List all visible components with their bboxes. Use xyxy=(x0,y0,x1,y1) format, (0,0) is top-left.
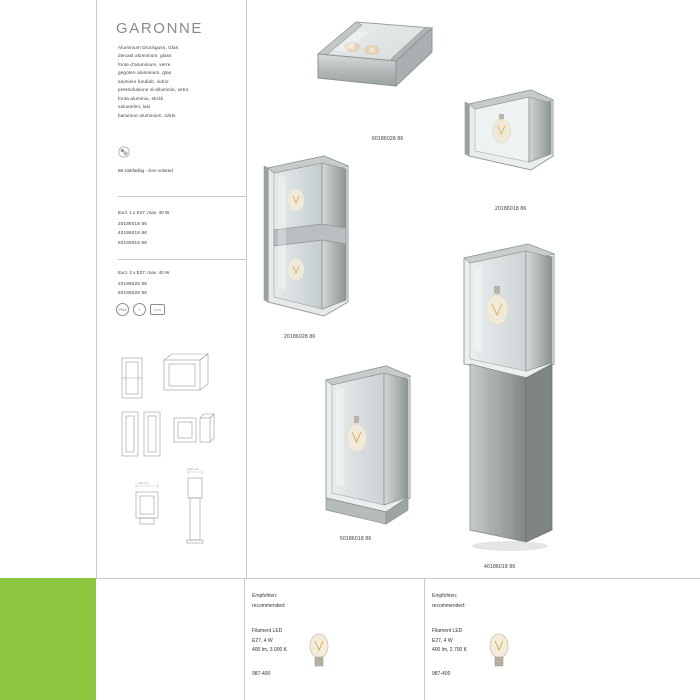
recommendation-label-de: Empfohlen: xyxy=(252,593,278,599)
left-info-column xyxy=(96,0,246,700)
product-pedestal-small xyxy=(312,358,422,548)
bollard-light-image xyxy=(448,238,568,558)
material-line: fonta aluminiu, sticlă xyxy=(118,95,163,101)
lamp-spec-header: Excl. 1 x E27, max. 40 W xyxy=(118,210,170,215)
recommendation-line: E27, 4 W xyxy=(432,637,453,644)
material-line: valuainlmi, lasi xyxy=(118,104,151,110)
article-code: 50186018 86 xyxy=(118,239,148,245)
recommendation-line: Filament LED xyxy=(432,628,463,634)
recommendation-line: 400 lm, 2.700 K xyxy=(432,647,468,653)
bottom-separator-1 xyxy=(244,579,245,700)
divider xyxy=(118,196,246,197)
bottom-divider xyxy=(96,578,700,579)
divider xyxy=(118,259,246,260)
pedestal-light-image xyxy=(312,358,422,538)
finish-label: 86 zinkfarbig - zinc-colored xyxy=(118,168,173,173)
ip44-icon: IP44 xyxy=(116,303,129,316)
accent-bar xyxy=(0,578,96,700)
materials-list xyxy=(118,44,248,120)
finish-swatch-icon xyxy=(118,146,130,158)
recommendation-line: 400 lm, 3.000 K xyxy=(252,647,288,653)
material-line: fonte d'aluminium, verre xyxy=(118,61,171,67)
glass-icon: ▭▭ xyxy=(150,304,165,315)
material-line: gegoten aluminium, glas xyxy=(118,70,172,76)
recommendation-line: Filament LED xyxy=(252,628,283,634)
recommendation-code: 987-400 xyxy=(432,670,451,677)
recommendation-block-2 xyxy=(432,592,592,679)
product-wall-light-small xyxy=(455,78,565,218)
wall-light-tall-image xyxy=(252,150,362,325)
recommendation-label-en: recommended: xyxy=(252,602,286,609)
material-line: diecast aluminium, glass xyxy=(118,53,172,59)
article-code: 20186018 86 xyxy=(118,221,148,227)
svg-text:100 mm: 100 mm xyxy=(188,467,199,471)
pictogram-row xyxy=(116,303,165,316)
recommendation-line: E27, 4 W xyxy=(252,637,273,644)
technical-drawings xyxy=(118,352,238,560)
bottom-separator-2 xyxy=(424,579,425,700)
lamp-spec-header: Excl. 2 x E27, max. 40 W xyxy=(118,270,170,275)
product-code-wall-small: 20186018 86 xyxy=(495,206,527,212)
product-bollard-light xyxy=(448,238,568,573)
class-i-icon: I xyxy=(133,303,146,316)
product-code-ceiling: 60186028 86 xyxy=(372,136,404,142)
material-line: barwione aluminium, szkło xyxy=(118,112,176,118)
svg-text:140 mm: 140 mm xyxy=(138,481,149,485)
filament-bulb-icon-1 xyxy=(306,630,332,677)
article-code: 40186018 86 xyxy=(118,230,148,236)
recommendation-label-de: Empfohlen: xyxy=(432,593,458,599)
recommendation-block-1 xyxy=(252,592,412,679)
wall-light-small-image xyxy=(455,78,565,198)
article-code: 20186028 86 xyxy=(118,281,148,287)
recommendation-code: 987-400 xyxy=(252,670,271,677)
product-code-bollard: 40186018 86 xyxy=(484,564,516,570)
lamp-spec-group-2 xyxy=(118,268,248,298)
lamp-spec-group-1 xyxy=(118,208,248,247)
product-code-pedestal: 50186018 86 xyxy=(340,536,372,542)
product-ceiling-light xyxy=(300,14,440,144)
material-line: Aluminium Druckguss, Glas xyxy=(118,45,179,50)
page-title: GARONNE xyxy=(116,20,204,37)
product-wall-light-tall xyxy=(252,150,362,350)
ceiling-light-image xyxy=(300,14,440,129)
article-code: 60186028 86 xyxy=(118,290,148,296)
filament-bulb-icon-2 xyxy=(486,630,512,677)
material-line: pressofusione di alluminio, vetro xyxy=(118,87,189,93)
product-code-wall-tall: 20186028 86 xyxy=(284,334,316,340)
recommendation-label-en: recommended: xyxy=(432,602,466,609)
material-line: aluminio fundido, vidrio xyxy=(118,78,169,84)
